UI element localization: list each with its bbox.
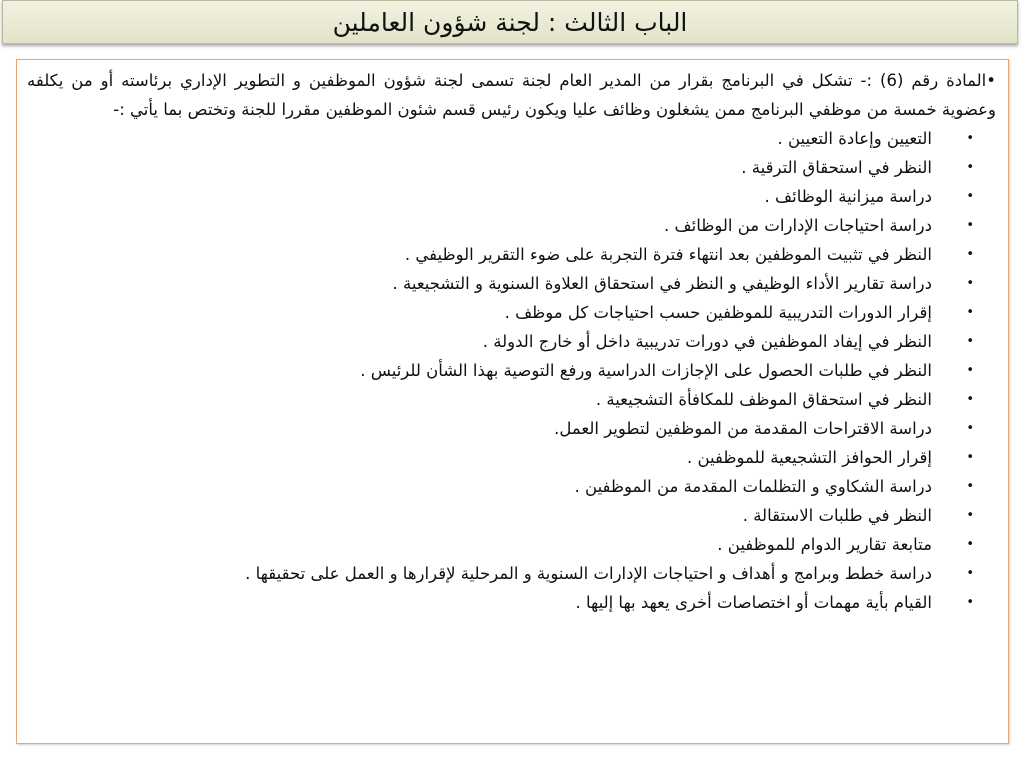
list-item-text: التعيين وإعادة التعيين . (777, 129, 932, 148)
list-item (27, 472, 996, 501)
bullet-icon: • (966, 450, 974, 465)
list-item-text: متابعة تقارير الدوام للموظفين . (717, 535, 932, 554)
list-item-text: دراسة تقارير الأداء الوظيفي و النظر في استحقاق العلاوة السنوية و التشجيعية . (392, 274, 932, 293)
list-item (27, 269, 996, 298)
page-title: الباب الثالث : لجنة شؤون العاملين (332, 7, 688, 37)
list-item-text: إقرار الدورات التدريبية للموظفين حسب احتياجات كل موظف . (504, 303, 932, 322)
list-item (27, 211, 996, 240)
content-box (16, 59, 1009, 744)
list-item (27, 588, 996, 617)
list-item (27, 153, 996, 182)
list-item (27, 327, 996, 356)
bullet-icon: • (966, 247, 974, 262)
bullet-icon: • (966, 421, 974, 436)
list-item (27, 124, 996, 153)
list-item-text: دراسة خطط وبرامج و أهداف و احتياجات الإدارات السنوية و المرحلية لإقرارها و العمل على تحقيقها . (245, 564, 932, 583)
bullet-icon: • (966, 218, 974, 233)
list-item (27, 443, 996, 472)
list-item (27, 414, 996, 443)
bullet-icon: • (966, 363, 974, 378)
list-item (27, 356, 996, 385)
bullet-icon: • (966, 276, 974, 291)
duties-list (27, 124, 996, 617)
list-item (27, 385, 996, 414)
bullet-icon: • (966, 160, 974, 175)
list-item-text: دراسة احتياجات الإدارات من الوظائف . (664, 216, 932, 235)
article-content (27, 66, 996, 617)
list-item (27, 559, 996, 588)
list-item-text: النظر في إيفاد الموظفين في دورات تدريبية داخل أو خارج الدولة . (482, 332, 932, 351)
list-item-text: النظر في استحقاق الموظف للمكافأة التشجيعية . (595, 390, 932, 409)
bullet-icon: • (966, 595, 974, 610)
list-item (27, 240, 996, 269)
list-item-text: القيام بأية مهمات أو اختصاصات أخرى يعهد بها إليها . (575, 593, 932, 612)
bullet-icon: • (966, 334, 974, 349)
list-item-text: دراسة الشكاوي و التظلمات المقدمة من الموظفين . (574, 477, 932, 496)
list-item-text: إقرار الحوافز التشجيعية للموظفين . (686, 448, 932, 467)
list-item-text: النظر في طلبات الحصول على الإجازات الدراسية ورفع التوصية بهذا الشأن للرئيس . (360, 361, 932, 380)
bullet-icon: • (966, 392, 974, 407)
title-bar (2, 0, 1018, 44)
list-item (27, 182, 996, 211)
bullet-icon: • (966, 508, 974, 523)
list-item (27, 501, 996, 530)
bullet-icon: • (966, 131, 974, 146)
list-item (27, 298, 996, 327)
bullet-icon: • (966, 305, 974, 320)
list-item-text: دراسة ميزانية الوظائف . (764, 187, 932, 206)
bullet-icon: • (966, 566, 974, 581)
article-intro: •المادة رقم (6) :- تشكل في البرنامج بقرار من المدير العام لجنة تسمى لجنة شؤون الموظفين و التطوير الإداري برئاسته أو من يكلفه وعضوية خمسة من موظفي البرنامج ممن يشغلون وظائف عليا ويكون رئيس قسم شئون الموظفين مقررا للجنة وتختص بما يأتي :- (27, 71, 996, 119)
list-item-text: النظر في استحقاق الترقية . (741, 158, 932, 177)
list-item-text: دراسة الاقتراحات المقدمة من الموظفين لتطوير العمل. (554, 419, 932, 438)
bullet-icon: • (966, 479, 974, 494)
bullet-icon: • (966, 189, 974, 204)
list-item (27, 530, 996, 559)
list-item-text: النظر في تثبيت الموظفين بعد انتهاء فترة التجربة على ضوء التقرير الوظيفي . (404, 245, 932, 264)
list-item-text: النظر في طلبات الاستقالة . (742, 506, 932, 525)
bullet-icon: • (966, 537, 974, 552)
